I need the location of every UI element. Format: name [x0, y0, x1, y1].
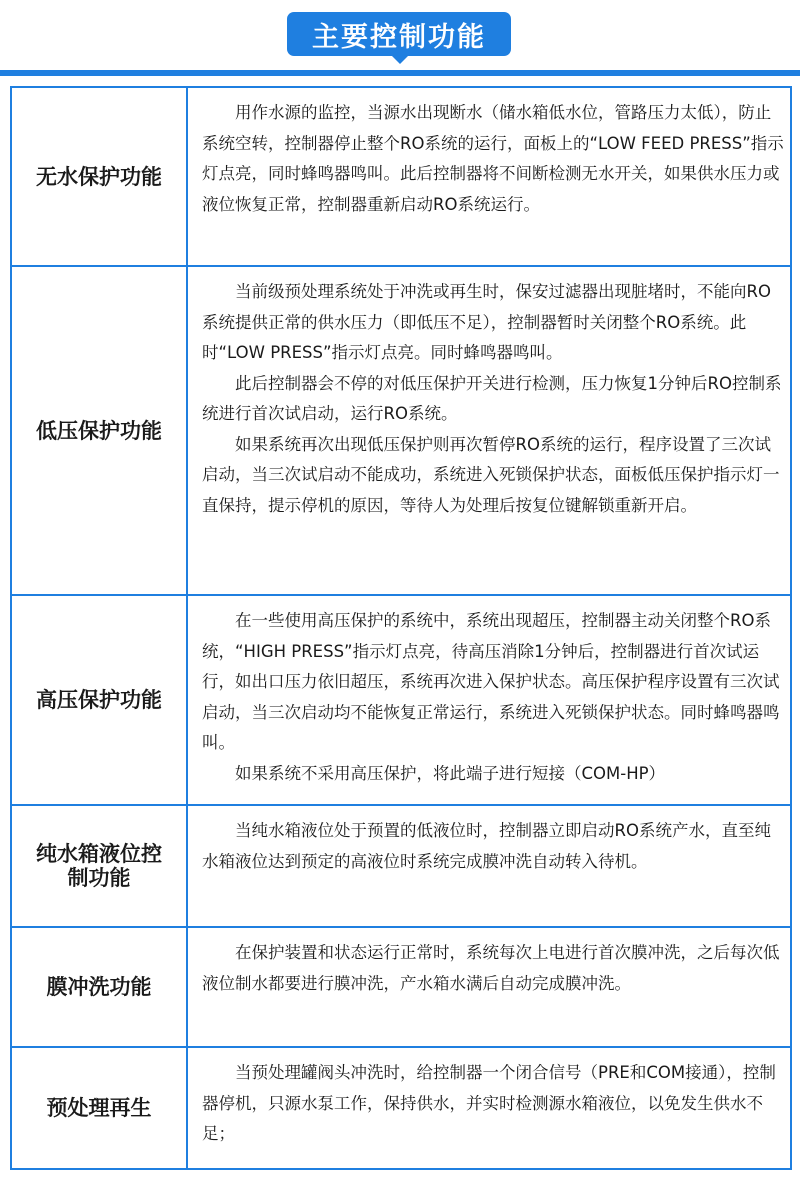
description-paragraph: 如果系统再次出现低压保护则再次暂停RO系统的运行，程序设置了三次试启动，当三次试启动不能成功，系统进入死锁保护状态，面板低压保护指示灯一直保持，提示停机的原因，等待人为处理后按复位键解锁重新开启。: [202, 434, 780, 515]
row-description: [188, 596, 790, 804]
description-paragraph: 如果系统不采用高压保护，将此端子进行短接（COM-HP）: [235, 763, 666, 783]
row-description: [188, 88, 790, 265]
description-paragraph: 当前级预处理系统处于冲洗或再生时，保安过滤器出现脏堵时，不能向RO系统提供正常的供水压力（即低压不足），控制器暂时关闭整个RO系统。此时“LOW PRESS”指示灯点亮。同时蜂鸣器鸣叫。: [202, 282, 771, 362]
table-row: [12, 1048, 790, 1170]
section-title: 主要控制功能: [287, 12, 511, 56]
header-divider-bar: [0, 70, 800, 76]
row-label: 无水保护功能: [12, 88, 188, 265]
row-label: 纯水箱液位控制功能: [12, 806, 188, 926]
description-paragraph: 在保护装置和状态运行正常时，系统每次上电进行首次膜冲洗，之后每次低液位制水都要进行膜冲洗，产水箱水满后自动完成膜冲洗。: [202, 943, 780, 993]
table-row: [12, 928, 790, 1048]
row-label: 高压保护功能: [12, 596, 188, 804]
description-paragraph: 当预处理罐阀头冲洗时，给控制器一个闭合信号（PRE和COM接通），控制器停机，只源水泵工作，保持供水，并实时检测源水箱液位，以免发生供水不足；: [202, 1063, 776, 1143]
description-paragraph: 当纯水箱液位处于预置的低液位时，控制器立即启动RO系统产水，直至纯水箱液位达到预定的高液位时系统完成膜冲洗自动转入待机。: [202, 821, 771, 871]
table-row: [12, 88, 790, 267]
row-label: 低压保护功能: [12, 267, 188, 594]
feature-table: [10, 86, 792, 1170]
table-row: [12, 596, 790, 806]
row-label: 预处理再生: [12, 1048, 188, 1168]
description-paragraph: 在一些使用高压保护的系统中，系统出现超压，控制器主动关闭整个RO系统，“HIGH PRESS”指示灯点亮，待高压消除1分钟后，控制器进行首次试运行，如出口压力依旧超压，系统再次进入保护状态。高压保护程序设置有三次试启动，当三次启动均不能恢复正常运行，系统进入死锁保护状态。同时蜂鸣器鸣叫。: [202, 611, 780, 752]
description-paragraph: 用作水源的监控，当源水出现断水（储水箱低水位，管路压力太低），防止系统空转，控制器停止整个RO系统的运行，面板上的“LOW FEED PRESS”指示灯点亮，同时蜂鸣器鸣叫。此后控制器将不间断检测无水开关，如果供水压力或液位恢复正常，控制器重新启动RO系统运行。: [202, 103, 784, 214]
table-row: [12, 267, 790, 596]
row-description: [188, 806, 790, 926]
section-header: [0, 0, 800, 78]
row-description: [188, 928, 790, 1046]
row-label: 膜冲洗功能: [12, 928, 188, 1046]
description-paragraph: 此后控制器会不停的对低压保护开关进行检测，压力恢复1分钟后RO控制系统进行首次试启动，运行RO系统。: [202, 373, 782, 423]
row-description: [188, 267, 790, 594]
title-pointer-arrow: [391, 55, 409, 64]
table-row: [12, 806, 790, 928]
row-description: [188, 1048, 790, 1168]
